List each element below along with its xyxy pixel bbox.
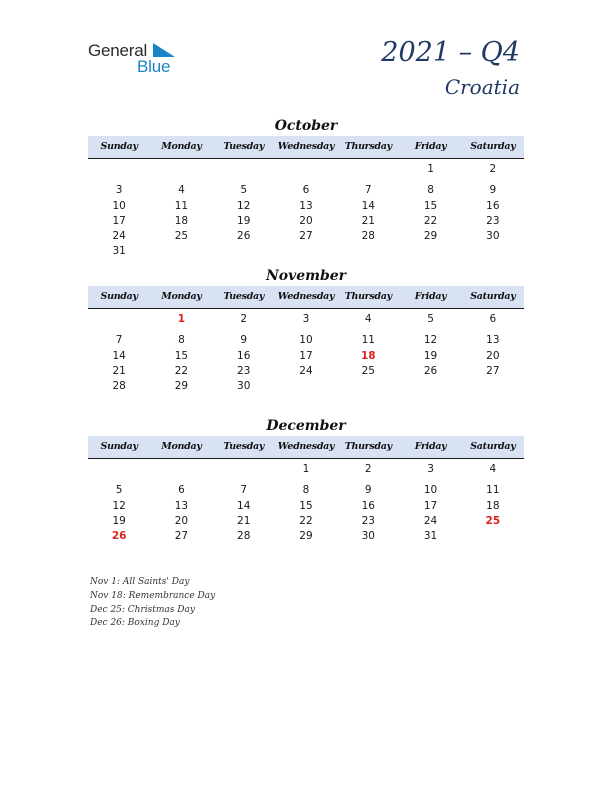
day-cell: 8 (302, 484, 310, 497)
weekday-label: Saturday (470, 141, 516, 152)
day-cell: 4 (364, 313, 372, 325)
day-cell (275, 379, 337, 394)
day-cell (462, 529, 524, 544)
day-cell: 22 (299, 514, 313, 527)
day-cell: 11 (361, 334, 375, 347)
month-title: October (274, 118, 338, 134)
day-cell: 30 (486, 230, 500, 243)
weekday-label: Tuesday (223, 291, 265, 302)
day-cell: 20 (486, 349, 500, 362)
day-cell: 3 (115, 184, 123, 197)
day-cell (213, 244, 275, 259)
day-cell: 5 (427, 313, 434, 325)
weekday-label: Sunday (100, 141, 138, 152)
day-cell: 2 (489, 163, 497, 175)
weekday-label: Wednesday (277, 441, 335, 452)
quarter-title: 2021 – Q4 (381, 37, 520, 68)
day-cell: 14 (237, 499, 251, 512)
day-cell: 23 (237, 364, 251, 377)
day-cell (337, 379, 399, 394)
day-cell: 14 (112, 349, 126, 362)
month-october (88, 116, 524, 260)
holiday-notes (90, 576, 215, 631)
day-cell: 13 (486, 334, 500, 347)
day-cell: 5 (240, 184, 248, 197)
day-cell: 19 (237, 214, 251, 227)
day-cell: 25 (174, 230, 189, 243)
day-cell: 26 (237, 230, 251, 243)
holiday-day-cell: 1 (177, 313, 186, 325)
day-cell: 27 (174, 530, 189, 543)
day-cell (150, 462, 212, 477)
day-cell: 7 (240, 484, 248, 497)
week-row (88, 229, 524, 244)
weekday-label: Saturday (470, 441, 516, 452)
weeks-grid (88, 159, 524, 260)
day-cell: 11 (174, 199, 189, 212)
weekday-label: Thursday (344, 141, 392, 152)
day-cell: 9 (489, 184, 497, 197)
day-cell (399, 379, 461, 394)
holiday-day-cell: 18 (360, 349, 376, 362)
day-cell: 30 (237, 380, 251, 393)
day-cell: 16 (361, 499, 375, 512)
day-cell: 10 (112, 199, 126, 212)
day-cell: 21 (237, 514, 251, 527)
day-cell: 5 (115, 484, 123, 497)
weekday-label: Monday (161, 291, 202, 302)
day-cell: 29 (299, 530, 313, 543)
day-cell: 4 (178, 184, 185, 197)
day-cell: 14 (361, 199, 375, 212)
day-cell: 26 (423, 364, 438, 377)
day-cell: 24 (299, 364, 313, 377)
week-row (88, 162, 524, 177)
day-cell: 12 (423, 334, 438, 347)
day-cell: 2 (240, 313, 248, 325)
day-cell: 18 (486, 499, 500, 512)
day-cell: 25 (361, 364, 375, 377)
day-cell (213, 462, 275, 477)
week-row (88, 529, 524, 544)
day-cell: 10 (299, 334, 313, 347)
week-row (88, 364, 524, 379)
week-row (88, 483, 524, 498)
day-cell (275, 162, 337, 177)
day-cell: 31 (423, 530, 438, 543)
weekday-label: Saturday (470, 291, 516, 302)
logo-text-general: General (88, 41, 148, 60)
month-december (88, 416, 524, 544)
day-cell: 12 (237, 199, 251, 212)
country-name: Croatia (444, 75, 520, 99)
weekday-header-row (88, 286, 524, 309)
day-cell (462, 244, 524, 259)
day-cell: 8 (427, 184, 434, 197)
day-cell: 6 (489, 313, 497, 325)
weekday-label: Friday (414, 441, 447, 452)
holiday-note: Dec 26: Boxing Day (90, 618, 180, 629)
day-cell: 6 (302, 184, 310, 197)
weekday-header-row (88, 136, 524, 159)
day-cell: 1 (427, 163, 434, 175)
weeks-grid (88, 309, 524, 394)
day-cell: 13 (174, 499, 189, 512)
day-cell: 17 (423, 499, 438, 512)
day-cell: 22 (174, 364, 189, 377)
day-cell: 21 (361, 214, 375, 227)
week-row (88, 514, 524, 529)
day-cell: 1 (302, 463, 310, 475)
day-cell: 30 (361, 530, 375, 543)
day-cell: 21 (112, 364, 126, 377)
day-cell: 23 (361, 514, 375, 527)
day-cell (88, 162, 150, 177)
day-cell: 12 (112, 499, 126, 512)
day-cell: 8 (178, 334, 185, 347)
day-cell: 13 (299, 199, 313, 212)
day-cell: 7 (364, 184, 372, 197)
day-cell (150, 162, 212, 177)
day-cell (88, 312, 150, 327)
day-cell: 9 (364, 484, 372, 497)
day-cell: 16 (237, 349, 251, 362)
holiday-note: Nov 1: All Saints' Day (90, 577, 190, 587)
weekday-label: Thursday (344, 291, 392, 302)
day-cell: 6 (178, 484, 185, 497)
day-cell (462, 379, 524, 394)
day-cell: 17 (299, 349, 313, 362)
weekday-label: Sunday (100, 291, 138, 302)
day-cell (213, 162, 275, 177)
day-cell: 10 (423, 484, 438, 497)
day-cell (275, 244, 337, 259)
weeks-grid (88, 459, 524, 544)
day-cell: 15 (174, 349, 189, 362)
holiday-note: Nov 18: Remembrance Day (90, 590, 216, 601)
holiday-note: Dec 25: Christmas Day (90, 604, 195, 615)
weekday-header-row (88, 436, 524, 459)
day-cell: 3 (427, 463, 434, 475)
week-row (88, 499, 524, 514)
day-cell: 29 (174, 380, 189, 393)
day-cell: 24 (112, 230, 126, 243)
day-cell: 27 (486, 364, 500, 377)
day-cell: 27 (299, 230, 313, 243)
weekday-label: Friday (414, 291, 447, 302)
week-row (88, 462, 524, 477)
holiday-day-cell: 25 (485, 514, 501, 527)
weekday-label: Thursday (344, 441, 392, 452)
day-cell: 16 (486, 199, 500, 212)
day-cell: 28 (112, 380, 126, 393)
weekday-label: Monday (161, 441, 202, 452)
day-cell (88, 462, 150, 477)
week-row (88, 214, 524, 229)
week-row (88, 183, 524, 198)
day-cell: 9 (240, 334, 248, 347)
day-cell: 28 (361, 230, 375, 243)
weekday-label: Monday (161, 141, 202, 152)
weekday-label: Wednesday (277, 141, 335, 152)
day-cell: 11 (486, 484, 500, 497)
day-cell: 22 (423, 214, 438, 227)
weekday-label: Friday (414, 141, 447, 152)
day-cell (150, 244, 212, 259)
day-cell: 24 (423, 514, 438, 527)
logo-text-blue: Blue (137, 57, 171, 76)
day-cell: 2 (364, 463, 372, 475)
day-cell: 29 (423, 230, 438, 243)
day-cell: 19 (112, 514, 126, 527)
page-header (381, 36, 520, 100)
weekday-label: Tuesday (223, 441, 265, 452)
month-november (88, 266, 524, 394)
generalblue-logo (88, 40, 188, 76)
week-row (88, 312, 524, 327)
week-row (88, 333, 524, 348)
day-cell: 15 (299, 499, 313, 512)
week-row (88, 349, 524, 364)
month-title: December (266, 418, 346, 434)
weekday-label: Tuesday (223, 141, 265, 152)
day-cell: 20 (174, 514, 189, 527)
day-cell: 17 (112, 214, 126, 227)
day-cell: 15 (423, 199, 438, 212)
day-cell: 3 (302, 313, 310, 325)
day-cell: 7 (115, 334, 123, 347)
day-cell: 4 (489, 463, 497, 475)
month-title: November (265, 268, 347, 284)
day-cell: 23 (486, 214, 500, 227)
holiday-day-cell: 26 (111, 530, 127, 543)
day-cell: 20 (299, 214, 313, 227)
weekday-label: Sunday (100, 441, 138, 452)
day-cell: 31 (112, 245, 126, 258)
week-row (88, 199, 524, 214)
week-row (88, 379, 524, 394)
day-cell (337, 244, 399, 259)
day-cell (399, 244, 461, 259)
weekday-label: Wednesday (277, 291, 335, 302)
day-cell: 28 (237, 530, 251, 543)
day-cell: 19 (423, 349, 438, 362)
day-cell: 18 (174, 214, 189, 227)
day-cell (337, 162, 399, 177)
week-row (88, 244, 524, 259)
